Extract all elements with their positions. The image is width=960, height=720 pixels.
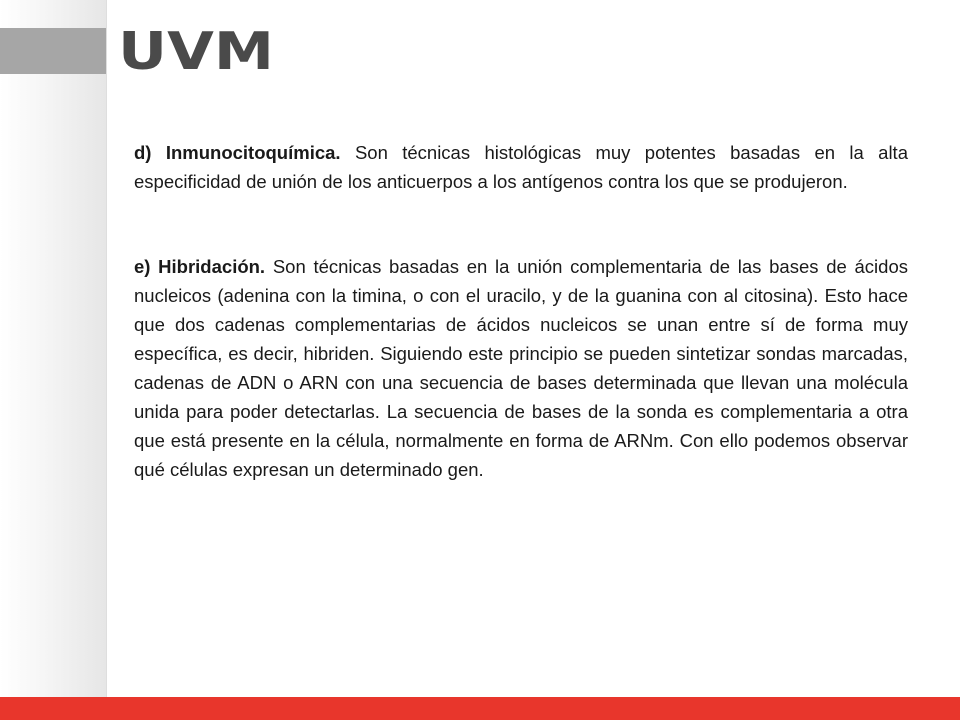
paragraph-body: Son técnicas basadas en la unión complementaria de las bases de ácidos nucleicos (adenina con la timina, o con el uracilo, y de la guanina con al citosina). Esto hace que dos cadenas complementarias de ácidos nucleicos se unan entre sí de forma muy específica, es decir, hibriden. Siguiendo este principio se pueden sintetizar sondas marcadas, cadenas de ADN o ARN con una secuencia de bases determinada que llevan una molécula unida para poder detectarlas. La secuencia de bases de la sonda es complementaria a otra que está presente en la célula, normalmente en forma de ARNm. Con ello podemos observar qué células expresan un determinado gen. (134, 256, 908, 480)
paragraph-body: Son técnicas histológicas muy potentes basadas en la alta especificidad de unión de los anticuerpos a los antígenos contra los que se produjeron. (134, 142, 908, 192)
slide-content (134, 138, 908, 484)
paragraph-hibridacion (134, 252, 908, 484)
paragraph-inmunocitoquimica (134, 138, 908, 196)
uvm-logo (118, 22, 278, 78)
left-decorative-band (0, 0, 107, 697)
paragraph-heading: d) Inmunocitoquímica. (134, 142, 341, 163)
uvm-logo-text: UVM (118, 22, 274, 78)
footer-red-bar (0, 697, 960, 720)
paragraph-heading: e) Hibridación. (134, 256, 266, 277)
logo-bar (0, 28, 106, 74)
